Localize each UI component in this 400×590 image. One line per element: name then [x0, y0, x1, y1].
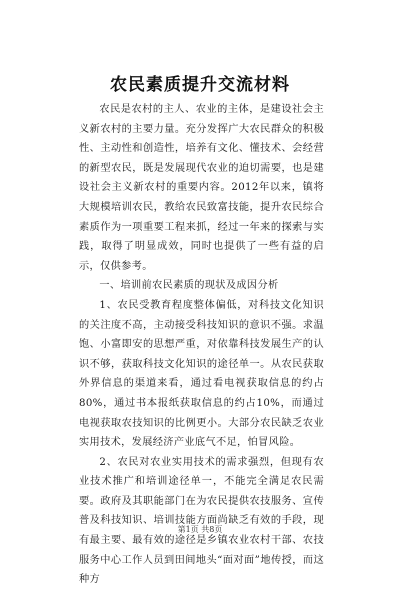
page-number-footer: 第1页 共8页 [177, 525, 223, 534]
paragraph-point-1: 1、农民受教育程度整体偏低，对科技文化知识的关注度不高，主动接受科技知识的意识不强。求温饱、小富即安的思想严重，对依靠科技发展生产的认识不够，获取科技文化知识的途径单一。从农民获取外界信息的渠道来看，通过看电视获取信息的约占80%，通过书本报纸获取信息的约占10%，而通过电视获取农技知识的比例更小。大部分农民缺乏农业实用技术，发展经济产业底气不足，怕冒风险。 [79, 299, 324, 449]
paragraph-intro: 农民是农村的主人、农业的主体，是建设社会主义新农村的主要力量。充分发挥广大农民群众的积极性、主动性和创造性，培养有文化、懂技术、会经营的新型农民，既是发展现代农业的迫切需要，也是建设社会主义新农村的重要内容。2012年以来，镇将大规模培训农民，教给农民致富技能，提升农民综合素质作为一项重要工程来抓，经过一年来的探索与实践，取得了明显成效，同时也提供了一些有益的启示，仅供参考。 [79, 104, 324, 272]
section-heading: 一、培训前农民素质的现状及成因分析 [99, 280, 279, 292]
paragraph-point-2: 2、农民对农业实用技术的需求强烈，但现有农业技术推广和培训途径单一，不能完全满足农民需要。政府及其职能部门在为农民提供农技服务、宣传普及科技知识、培训技能方面尚缺乏有效的手段，现有最主要、最有效的途径是乡镇农业农村干部、农技服务中心工作人员到田间地头“面对面”地传授，而这种方 [79, 456, 324, 586]
document-title: 农民素质提升交流材料 [110, 75, 290, 95]
document-body [79, 100, 324, 590]
